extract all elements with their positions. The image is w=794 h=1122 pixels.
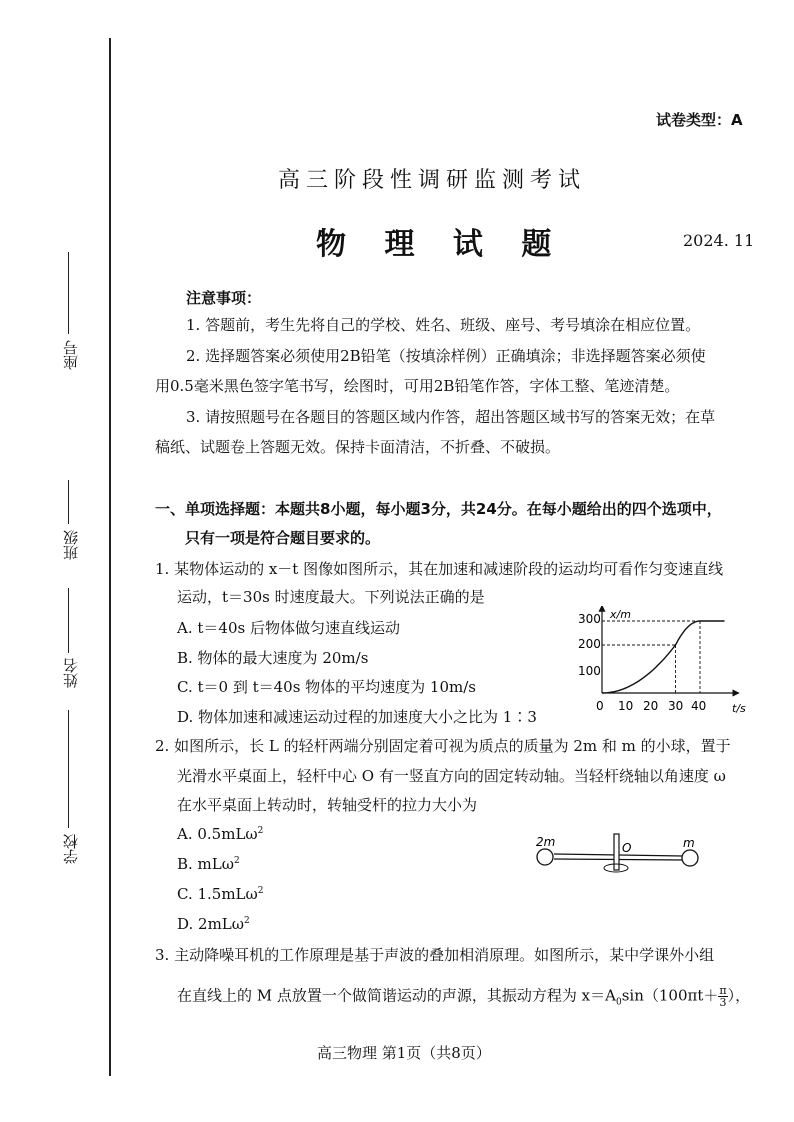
section1-line2: 只有一项是符合题目要求的。: [185, 529, 381, 547]
label-o: O: [622, 841, 632, 855]
seat-blank: [68, 252, 69, 334]
q1-stem-line1: 1. 某物体运动的 x－t 图像如图所示，其在加速和减速阶段的运动均可看作匀变速直线: [155, 560, 724, 578]
class-label: 班级: [62, 530, 80, 560]
y-tick-200: 200: [578, 637, 601, 651]
subject-title: 物 理 试 题: [316, 227, 566, 262]
q2-rod-figure: [528, 828, 708, 880]
notice-item-3-line2: 稿纸、试题卷上答题无效。保持卡面清洁，不折叠、不破损。: [155, 438, 561, 456]
q2-option-c-text: C. 1.5mLω: [177, 885, 258, 903]
section1-line1: 一、单项选择题：本题共8小题，每小题3分，共24分。在每小题给出的四个选项中，: [155, 500, 722, 518]
q1-option-c: C. t＝0 到 t＝40s 物体的平均速度为 10m/s: [177, 678, 476, 696]
x-axis-label: t/s: [732, 702, 746, 715]
x-tick-30: 30: [668, 699, 684, 713]
rotation-axis: [614, 834, 619, 870]
x-tick-20: 20: [643, 699, 659, 713]
notice-item-3-line1: 3. 请按照题号在各题目的答题区域内作答，超出答题区域书写的答案无效；在草: [186, 408, 716, 426]
x-tick-10: 10: [618, 699, 634, 713]
name-label: 姓名: [62, 658, 80, 688]
q2-option-c: [177, 887, 263, 902]
q3-line2-post: ），: [727, 986, 751, 1005]
q2-option-a-text: A. 0.5mLω: [177, 825, 258, 843]
notice-heading: 注意事项：: [186, 289, 262, 307]
notice-item-2-line2: 用0.5毫米黑色签字笔书写，绘图时，可用2B铅笔作答，字体工整、笔迹清楚。: [155, 377, 680, 395]
label-m: m: [683, 836, 695, 850]
seat-label: 座号: [62, 340, 80, 370]
school-label: 学校: [62, 834, 80, 864]
name-blank: [68, 588, 69, 653]
exam-type: 试卷类型：A: [656, 111, 743, 129]
q2-stem-line1: 2. 如图所示，长 L 的轻杆两端分别固定着可视为质点的质量为 2m 和 m 的小球，置于: [155, 737, 731, 755]
x-tick-40: 40: [691, 699, 707, 713]
exam-title: 高三阶段性调研监测考试: [277, 168, 586, 193]
class-blank: [68, 480, 69, 524]
notice-item-1: 1. 答题前，考生先将自己的学校、姓名、班级、座号、考号填涂在相应位置。: [186, 316, 701, 334]
pi-over-3-fraction: [718, 985, 727, 1008]
q3-line2-pre: 在直线上的 M 点放置一个做简谐运动的声源，其振动方程为 x＝A: [177, 986, 616, 1005]
notice-item-2-line1: 2. 选择题答案必须使用2B铅笔（按填涂样例）正确填涂；非选择题答案必须使: [186, 347, 706, 365]
ball-2m: [537, 849, 553, 865]
q2-option-d: [177, 917, 250, 932]
exam-date: 2024. 11: [683, 231, 755, 250]
q3-stem-line2: [177, 985, 750, 1008]
q2-option-d-sup: 2: [244, 916, 250, 926]
q2-option-a-sup: 2: [257, 826, 264, 836]
fraction-denominator: 3: [719, 996, 727, 1009]
q2-option-b: [177, 857, 240, 872]
q1-option-b: B. 物体的最大速度为 20m/s: [177, 649, 369, 667]
school-blank: [68, 710, 69, 828]
q2-option-c-sup: 2: [257, 886, 264, 896]
y-axis-label: x/m: [610, 608, 631, 621]
ball-m: [682, 850, 698, 866]
page-footer: 高三物理 第1页（共8页）: [317, 1044, 491, 1062]
y-tick-100: 100: [578, 664, 601, 678]
q1-xt-graph: [566, 606, 756, 718]
x-tick-0: 0: [596, 699, 604, 713]
q2-stem-line3: 在水平桌面上转动时，转轴受杆的拉力大小为: [177, 796, 478, 814]
q3-stem-line1: 3. 主动降噪耳机的工作原理是基于声波的叠加相消原理。如图所示，某中学课外小组: [155, 946, 715, 964]
q1-option-a: A. t＝40s 后物体做匀速直线运动: [177, 619, 400, 637]
q1-stem-line2: 运动，t＝30s 时速度最大。下列说法正确的是: [177, 588, 485, 606]
q2-stem-line2: 光滑水平桌面上，轻杆中心 O 有一竖直方向的固定转动轴。当轻杆绕轴以角速度 ω: [177, 767, 726, 785]
q2-option-b-sup: 2: [233, 856, 240, 866]
q2-option-b-text: B. mLω: [177, 855, 234, 873]
q3-line2-mid: sin（100πt＋: [621, 986, 719, 1005]
q2-option-d-text: D. 2mLω: [177, 915, 244, 933]
q3-line2-sub: 0: [615, 997, 622, 1008]
q2-option-a: [177, 827, 263, 842]
y-tick-300: 300: [578, 612, 601, 626]
label-2m: 2m: [536, 835, 556, 849]
xt-curve: [602, 621, 725, 693]
q1-option-d: D. 物体加速和减速运动过程的加速度大小之比为 1∶3: [177, 708, 537, 726]
fraction-numerator: π: [719, 984, 727, 997]
